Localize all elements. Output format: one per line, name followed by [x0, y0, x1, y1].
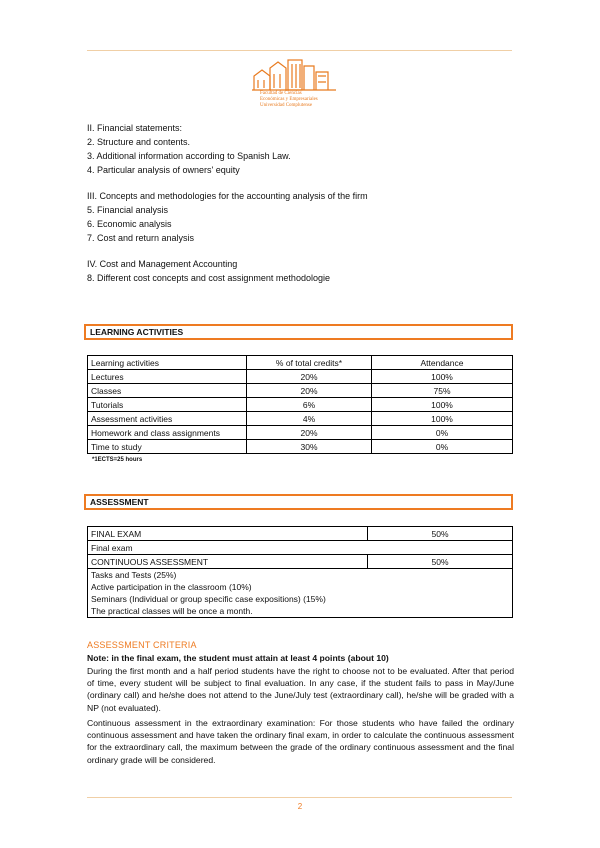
list-item: Tasks and Tests (25%) [91, 570, 177, 580]
table-row [88, 541, 513, 555]
table-cell: Assessment activities [88, 412, 247, 426]
syllabus-line: III. Concepts and methodologies for the accounting analysis of the firm [87, 191, 368, 201]
table-cell: 75% [372, 384, 513, 398]
page-number: 2 [297, 802, 303, 811]
table-cell: Homework and class assignments [88, 426, 247, 440]
table-cell: 100% [372, 398, 513, 412]
syllabus-line: II. Financial statements: [87, 123, 183, 133]
continuous-assessment-percent: 50% [368, 555, 513, 569]
learning-activities-table [87, 355, 513, 454]
table-cell: 0% [372, 426, 513, 440]
syllabus-line: 4. Particular analysis of owners' equity [87, 165, 240, 175]
table-header: % of total credits* [247, 356, 372, 370]
table-cell: Tutorials [88, 398, 247, 412]
logo-name-line-1: Facultad de Ciencias [260, 91, 302, 96]
list-item: The practical classes will be once a month. [91, 606, 253, 616]
table-row [88, 527, 513, 541]
table-row [88, 555, 513, 569]
table-cell: 30% [247, 440, 372, 454]
table-cell: Classes [88, 384, 247, 398]
faculty-logo [252, 58, 338, 110]
table-cell: 6% [247, 398, 372, 412]
criteria-paragraph-1: During the first month and a half period students have the right to choose not to be evaluated. After that period of time, every student will be subject to final evaluation. In any case, if the student fails to pass in May/June (ordinary call) and he/she does not attend to the June/July test (extraordinary call), he/she will be graded with a NP (not evaluated). [87, 666, 514, 713]
table-row [88, 398, 513, 412]
syllabus-line: IV. Cost and Management Accounting [87, 259, 238, 269]
table-row [88, 426, 513, 440]
table-header: Learning activities [88, 356, 247, 370]
continuous-assessment-label: CONTINUOUS ASSESSMENT [88, 555, 368, 569]
table-cell: Time to study [88, 440, 247, 454]
table-row [88, 569, 513, 618]
logo-name-line-2: Económicas y Empresariales [260, 97, 318, 102]
syllabus-line: 8. Different cost concepts and cost assignment methodologie [87, 273, 330, 283]
syllabus-line: 6. Economic analysis [87, 219, 172, 229]
assessment-heading: ASSESSMENT [84, 494, 513, 510]
building-icon [252, 58, 338, 92]
footer-rule [87, 797, 512, 798]
table-cell: 100% [372, 412, 513, 426]
criteria-note: Note: in the final exam, the student must attain at least 4 points (about 10) [87, 653, 389, 663]
table-row [88, 440, 513, 454]
final-exam-percent: 50% [368, 527, 513, 541]
logo-name-line-3: Universidad Complutense [260, 103, 313, 108]
table-cell: Lectures [88, 370, 247, 384]
list-item: Active participation in the classroom (10%) [91, 582, 252, 592]
table-cell: 100% [372, 370, 513, 384]
assessment-criteria-title: ASSESSMENT CRITERIA [87, 640, 197, 650]
table-header: Attendance [372, 356, 513, 370]
table-row [88, 384, 513, 398]
continuous-assessment-details [88, 569, 513, 618]
table-cell: 20% [247, 426, 372, 440]
table-header-row [88, 356, 513, 370]
syllabus-line: 2. Structure and contents. [87, 137, 191, 147]
syllabus-line: 7. Cost and return analysis [87, 233, 195, 243]
assessment-table [87, 526, 513, 618]
table-cell: 20% [247, 384, 372, 398]
table-cell: 20% [247, 370, 372, 384]
final-exam-label: FINAL EXAM [88, 527, 368, 541]
table-row [88, 370, 513, 384]
syllabus-line: 5. Financial analysis [87, 205, 169, 215]
learning-activities-heading: LEARNING ACTIVITIES [84, 324, 513, 340]
criteria-paragraph-2: Continuous assessment in the extraordinary examination: For those students who have failed the ordinary continuous assessment and have taken the ordinary final exam, in order to calculate the continuous assessment for the extraordinary call, the maximum between the grade of the ordinary continuous assessment and the final ordinary grade will be considered. [87, 718, 514, 765]
table-cell: 4% [247, 412, 372, 426]
final-exam-description: Final exam [88, 541, 513, 555]
list-item: Seminars (Individual or group specific case expositions) (15%) [91, 594, 326, 604]
syllabus-line: 3. Additional information according to Spanish Law. [87, 151, 291, 161]
table-row [88, 412, 513, 426]
ects-footnote: *1ECTS=25 hours [92, 457, 143, 463]
table-cell: 0% [372, 440, 513, 454]
header-rule [87, 50, 512, 51]
